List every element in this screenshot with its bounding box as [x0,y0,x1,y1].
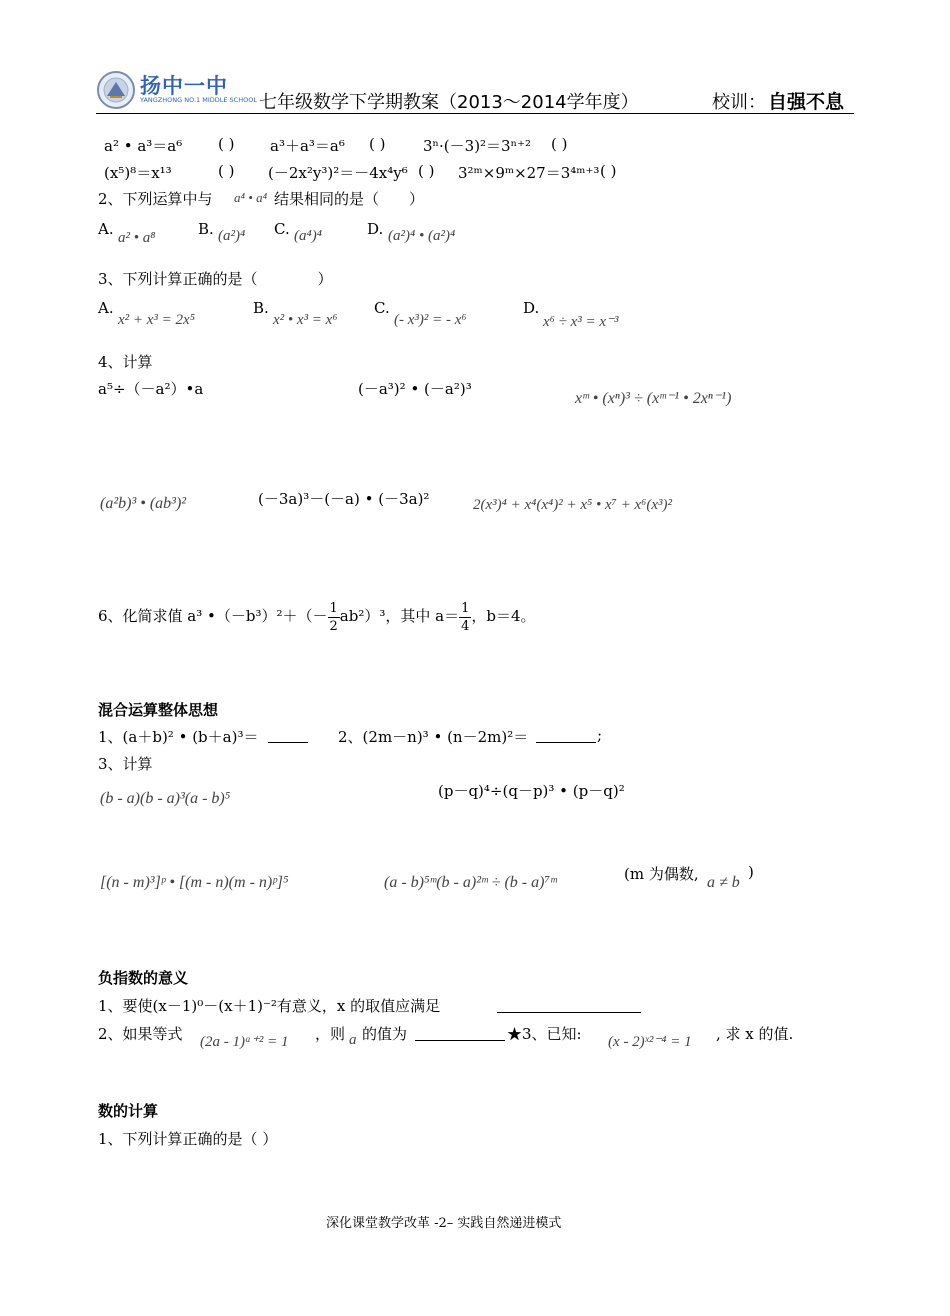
answer-bracket: ( ) [218,135,235,153]
question-stem: 2、下列运算中与 [98,190,213,208]
calc-expr: (p－q)⁴÷(q－p)³ • (p－q)² [438,782,625,800]
page-title: 七年级数学下学期教案（2013～2014学年度） [259,92,639,113]
judge-expr: (x⁵)⁸＝x¹³ [104,164,172,182]
blank-end: ; [597,726,603,744]
answer-blank [497,1012,641,1013]
option-c: (a⁴)⁴ [294,228,322,244]
option-label: D. [367,220,384,238]
calc-expr: [(n - m)³]ᵖ • [(m - n)(m - n)ᵖ]⁵ [100,874,289,891]
question-item: ★3、已知: [507,1025,582,1043]
logo-subtitle: YANGZHONG NO.1 MIDDLE SCHOOL [140,96,257,104]
option-c: (- x³)² = - x⁶ [394,312,467,328]
question-item: 1、(a＋b)² • (b＋a)³＝ [98,728,259,746]
equation-expr: (x - 2)ˣ²⁻⁴ = 1 [608,1034,692,1050]
option-label: D. [523,299,540,317]
calc-expr: 2(x³)⁴ + x⁴(x⁴)² + x⁵ • x⁷ + x⁶(x³)² [473,497,672,513]
option-a: x² + x³ = 2x⁵ [118,312,195,328]
q6-mid: ab²）³，其中 a＝ [339,607,460,625]
question-expr: a⁴ • a⁴ [234,190,268,205]
option-d: (a²)⁴ • (a²)⁴ [388,228,456,244]
q6-suffix: ，b＝4。 [471,607,536,625]
option-label: A. [98,220,114,238]
question-item: 3、计算 [98,755,153,773]
variable: a [349,1032,357,1048]
judge-expr: 3ⁿ·(－3)²＝3ⁿ⁺² [423,137,532,155]
school-motto: 自强不息 [768,91,845,113]
answer-bracket: ( ) [600,162,617,180]
judge-expr: (－2x²y³)²＝－4x⁴y⁶ [268,164,408,182]
judge-expr: 3²ᵐ×9ᵐ×27＝3⁴ᵐ⁺³ [458,164,600,182]
question-text: , 求 x 的值. [716,1025,794,1043]
judge-expr: a² • a³＝a⁶ [104,137,183,155]
answer-bracket: ( ) [369,135,386,153]
condition-expr: a ≠ b [707,874,740,891]
q6-prefix: 6、化简求值 a³ •（－b³）²＋（－ [98,607,328,625]
section-heading: 负指数的意义 [98,969,189,987]
option-label: C. [374,299,390,317]
fraction-numerator: 1 [461,600,470,616]
fraction-one-quarter [459,600,471,635]
section-heading: 混合运算整体思想 [98,701,219,719]
school-emblem-icon [96,70,136,110]
question-text: ，则 [315,1025,346,1043]
calc-expr: xᵐ • (xⁿ)³ ÷ (xᵐ⁻¹ • 2xⁿ⁻¹) [575,390,732,407]
fraction-denominator: 2 [329,618,338,634]
fraction-numerator: 1 [329,600,338,616]
calc-expr: (a²b)³ • (ab³)² [100,495,187,512]
question-text: 的值为 [362,1025,408,1043]
option-b: (a²)⁴ [218,228,246,244]
fraction-one-half [328,600,340,635]
condition-note: (m 为偶数, [624,865,699,883]
calc-expr: (b - a)(b - a)³(a - b)⁵ [100,790,231,807]
answer-blank [415,1040,505,1041]
option-label: A. [98,299,114,317]
page-footer: 深化课堂教学改革 -2– 实践自然递进模式 [326,1216,562,1231]
option-d: x⁶ ÷ x³ = x⁻³ [543,314,619,330]
question-item: 2、如果等式 [98,1025,183,1043]
question-6 [98,596,536,636]
question-stem: 3、下列计算正确的是（ ） [98,270,333,288]
answer-bracket: ( ) [551,135,568,153]
question-stem: 4、计算 [98,353,153,371]
option-label: B. [198,220,214,238]
answer-blank [268,742,308,743]
calc-expr: (－a³)² • (－a²)³ [358,380,472,398]
question-item: 1、要使(x－1)⁰－(x＋1)⁻²有意义，x 的取值应满足 [98,997,441,1015]
header-divider [96,113,854,114]
calc-expr: a⁵÷（－a²）•a [98,380,204,398]
option-b: x² • x³ = x⁶ [273,312,338,328]
option-label: C. [274,220,290,238]
calc-expr: (－3a)³－(－a) • (－3a)² [258,490,430,508]
answer-bracket: ( ) [418,162,435,180]
question-item: 2、(2m－n)³ • (n－2m)²＝ [338,728,529,746]
answer-blank [536,742,596,743]
section-heading: 数的计算 [98,1102,159,1120]
question-item: 1、下列计算正确的是（ ） [98,1130,278,1148]
equation-expr: (2a - 1)ᵃ⁺² = 1 [200,1034,289,1050]
school-logo [96,70,257,110]
judge-expr: a³＋a³＝a⁶ [270,137,345,155]
condition-close: ) [748,863,754,881]
calc-expr: (a - b)⁵ᵐ(b - a)²ᵐ ÷ (b - a)⁷ᵐ [384,874,557,891]
answer-bracket: ( ) [218,162,235,180]
fraction-denominator: 4 [461,618,470,634]
option-label: B. [253,299,269,317]
logo-text: 扬中一中 [140,74,228,98]
motto-label: 校训： [712,92,766,113]
question-stem-tail: 结果相同的是（ ） [274,190,425,208]
option-a: a² • a⁸ [118,230,156,246]
